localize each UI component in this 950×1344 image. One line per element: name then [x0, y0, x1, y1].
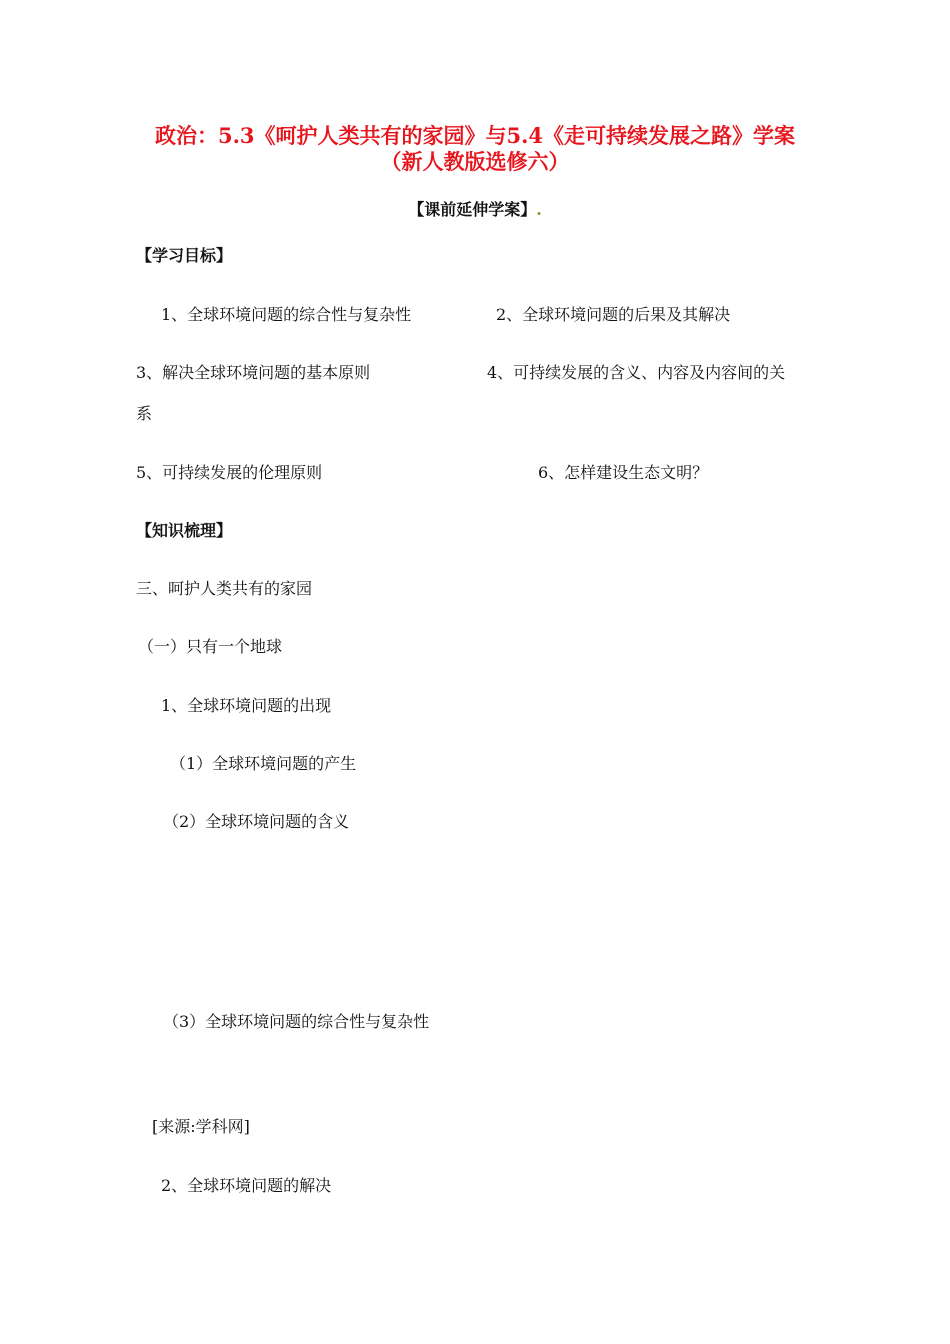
section-subtitle: [0, 200, 950, 220]
point-1: 1、全球环境问题的出现: [161, 696, 332, 715]
document-title-line2: （新人教版选修六）: [380, 149, 570, 174]
objective-item-5: 5、可持续发展的伦理原则: [136, 463, 323, 482]
knowledge-heading: 【知识梳理】: [136, 521, 233, 540]
point-2: 2、全球环境问题的解决: [161, 1176, 332, 1195]
subsection-heading: （一）只有一个地球: [138, 637, 283, 656]
subtitle-text: 【课前延伸学案】: [408, 200, 537, 219]
source-note: [来源:学科网]: [152, 1117, 250, 1136]
sub-point-2: （2）全球环境问题的含义: [163, 812, 350, 831]
sub-point-1: （1）全球环境问题的产生: [170, 754, 357, 773]
objective-item-1: 1、全球环境问题的综合性与复杂性: [161, 305, 412, 324]
objective-item-3: 3、解决全球环境问题的基本原则: [136, 363, 371, 382]
objective-item-4-continued: 系: [136, 404, 153, 423]
objectives-heading: 【学习目标】: [136, 246, 233, 265]
objective-item-4: 4、可持续发展的含义、内容及内容间的关: [487, 363, 786, 382]
section-heading: 三、呵护人类共有的家园: [136, 579, 313, 598]
document-title-line1: 政治：5.3《呵护人类共有的家园》与5.4《走可持续发展之路》学案: [154, 123, 796, 148]
subtitle-dot: .: [536, 200, 542, 219]
objective-item-6: 6、怎样建设生态文明？: [538, 463, 709, 482]
objective-item-2: 2、全球环境问题的后果及其解决: [496, 305, 731, 324]
sub-point-3: （3）全球环境问题的综合性与复杂性: [163, 1012, 430, 1031]
